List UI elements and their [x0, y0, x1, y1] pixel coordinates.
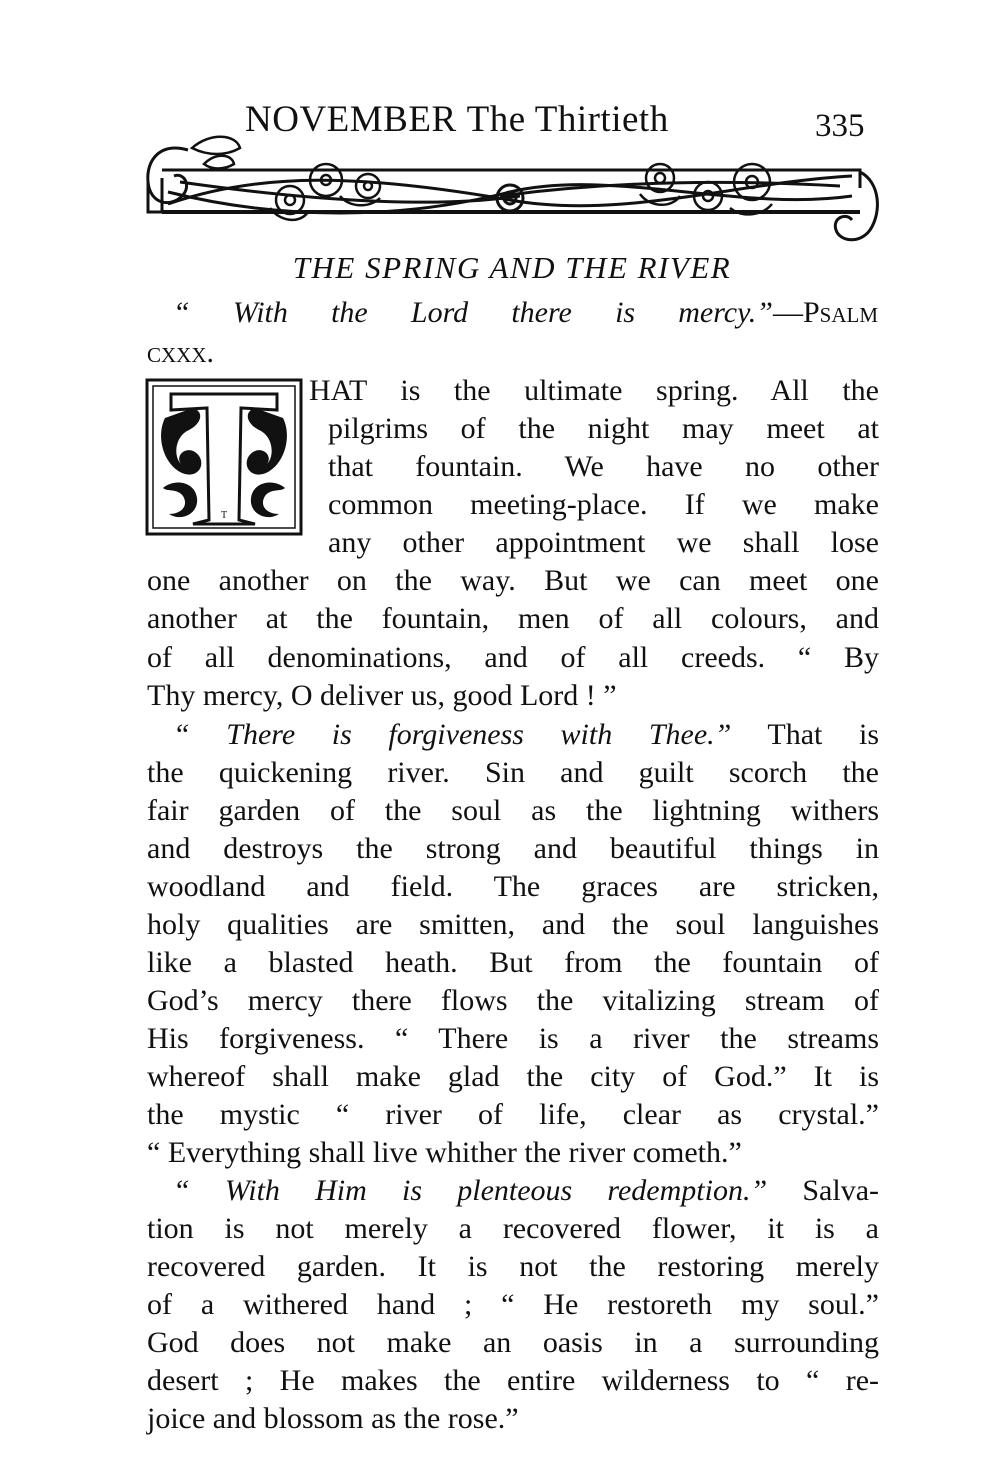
section-title: THE SPRING AND THE RIVER [292, 250, 732, 285]
body-line: woodland and field. The graces are stricken, [147, 870, 879, 903]
body-line: the mystic “ river of life, clear as crystal.” [147, 1098, 879, 1131]
body-line: pilgrims of the night may meet at [328, 412, 879, 445]
epigraph-chapter: cxxx. [147, 336, 215, 369]
italic-quote: “ There is forgiveness with Thee.” [173, 718, 732, 751]
body-line: of all denominations, and of all creeds. “ By [147, 641, 879, 674]
body-line: tion is not merely a recovered flower, it is a [147, 1212, 879, 1245]
body-line: Thy mercy, O deliver us, good Lord ! ” [147, 679, 617, 712]
header-day: The Thirtieth [466, 99, 669, 140]
body-line: that fountain. We have no other [328, 450, 879, 483]
body-line [173, 720, 879, 750]
body-line: another at the fountain, men of all colours, and [147, 602, 879, 635]
body-line: His forgiveness. “ There is a river the streams [147, 1022, 879, 1055]
body-line: the quickening river. Sin and guilt scorch the [147, 756, 879, 789]
page-number: 335 [815, 108, 865, 144]
epigraph-quote: “ With the Lord there is mercy.” [173, 296, 773, 329]
body-line: whereof shall make glad the city of God.” It is [147, 1060, 879, 1093]
body-line: HAT is the ultimate spring. All the [309, 374, 879, 407]
body-line: desert ; He makes the entire wilderness to “ re- [147, 1364, 879, 1397]
body-line: and destroys the strong and beautiful things in [147, 832, 879, 865]
body-line: holy qualities are smitten, and the soul languishes [147, 908, 879, 941]
body-line: of a withered hand ; “ He restoreth my soul.” [147, 1288, 879, 1321]
italic-quote: “ With Him is plenteous redemption.” [173, 1174, 768, 1207]
ornamental-drop-cap [145, 378, 303, 536]
epigraph-dash: — [772, 296, 803, 329]
body-line: any other appointment we shall lose [328, 526, 879, 559]
body-text: That is [767, 718, 879, 751]
body-line: like a blasted heath. But from the fountain of [147, 946, 879, 979]
body-line: God does not make an oasis in a surrounding [147, 1326, 879, 1359]
drop-cap-letter: T [220, 510, 228, 521]
epigraph-source: Psalm [802, 296, 878, 329]
body-line: fair garden of the soul as the lightning withers [147, 794, 879, 827]
body-line: God’s mercy there flows the vitalizing stream of [147, 984, 879, 1017]
body-line [173, 1176, 879, 1206]
epigraph-line [173, 298, 878, 328]
body-line: one another on the way. But we can meet one [147, 564, 879, 597]
floral-header-ornament [140, 112, 885, 252]
body-line: “ Everything shall live whither the river cometh.” [147, 1136, 742, 1169]
body-line: joice and blossom as the rose.” [147, 1402, 519, 1435]
header-month: NOVEMBER [245, 99, 457, 140]
body-line: recovered garden. It is not the restoring merely [147, 1250, 879, 1283]
body-line: common meeting-place. If we make [328, 488, 879, 521]
body-text: Salva- [802, 1174, 879, 1207]
